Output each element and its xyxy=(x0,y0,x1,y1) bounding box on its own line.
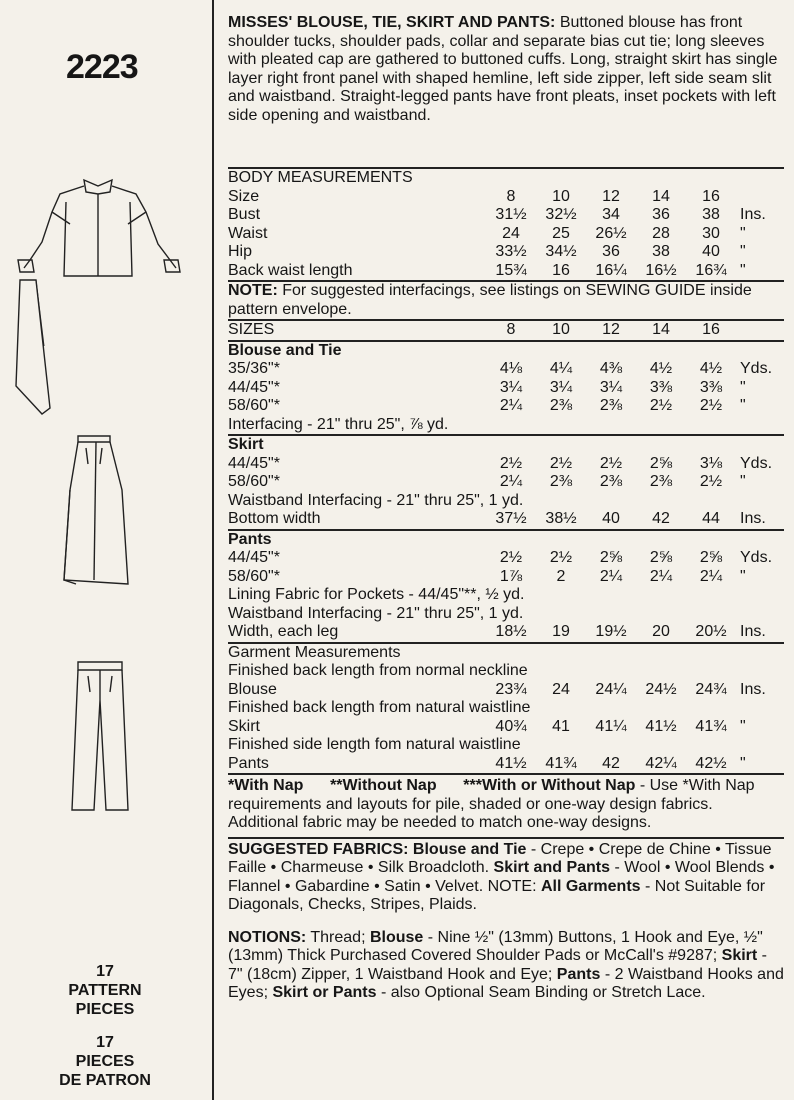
size-value: 16 xyxy=(702,187,720,205)
unit xyxy=(736,188,784,207)
row-label: SIZES xyxy=(228,321,275,338)
size-value: 32½ xyxy=(545,206,577,223)
measurement-row xyxy=(228,243,784,262)
notions-pants-label: Pants xyxy=(556,965,601,983)
size-value: 3⅜ xyxy=(649,378,673,396)
row-label: 44/45"* xyxy=(228,454,280,472)
yardage-row xyxy=(228,473,784,492)
garment-measurements xyxy=(228,644,784,774)
row-label: Skirt xyxy=(228,717,260,735)
size-value: 2½ xyxy=(699,397,723,414)
size-value: 2½ xyxy=(499,549,523,566)
sizes-row xyxy=(228,321,784,340)
nap-without: **Without Nap xyxy=(330,777,437,794)
notions-blouse-label: Blouse xyxy=(369,928,424,946)
size-value: 23¾ xyxy=(495,680,527,698)
size-value: 2⅜ xyxy=(599,473,623,490)
notions-text: - also Optional Seam Binding or Stretch Lace. xyxy=(376,984,706,1001)
size-value: 15¾ xyxy=(495,261,527,279)
pieces-word: DE PATRON xyxy=(59,1072,151,1089)
blouse-sketch xyxy=(12,172,182,282)
size-value: 34 xyxy=(602,206,620,223)
suggested-fabrics xyxy=(228,841,784,915)
size-value: 2⅝ xyxy=(599,549,623,566)
skirt-yardage xyxy=(228,436,784,529)
size-value: 37½ xyxy=(495,510,527,527)
pattern-number: 2223 xyxy=(66,48,138,86)
size-value: 8 xyxy=(506,321,516,338)
unit: Ins. xyxy=(740,510,766,527)
size-value: 24½ xyxy=(645,680,677,698)
unit: " xyxy=(740,473,746,490)
row-label: Waist xyxy=(228,224,268,242)
size-value: 2½ xyxy=(649,397,673,414)
row-label: Bust xyxy=(228,206,261,223)
caption: Finished side length fom natural waistline xyxy=(228,736,521,753)
size-value: 24 xyxy=(502,224,520,242)
size-value: 10 xyxy=(552,187,570,205)
description-heading: MISSES' BLOUSE, TIE, SKIRT AND PANTS: xyxy=(228,14,556,31)
size-value: 2½ xyxy=(599,454,623,472)
yardage-row xyxy=(228,455,784,474)
tie-sketch xyxy=(12,276,54,416)
notions-skirt-label: Skirt xyxy=(721,947,758,964)
size-value: 2½ xyxy=(549,454,573,472)
size-value: 14 xyxy=(652,187,670,205)
measurement-row xyxy=(228,206,784,225)
note-text: For suggested interfacings, see listings on SEWING GUIDE inside pattern envelope. xyxy=(228,282,752,318)
fabrics-skirt-label: Skirt and Pants xyxy=(493,859,611,876)
unit: " xyxy=(740,754,746,772)
size-value: 4⅜ xyxy=(599,360,623,377)
caption: Finished back length from normal neckline xyxy=(228,662,528,679)
size-value: 24 xyxy=(552,680,570,698)
fabrics-all-label: All Garments xyxy=(540,877,641,895)
unit: Ins. xyxy=(740,680,766,698)
left-panel xyxy=(0,0,212,1100)
interfacing-line: Waistband Interfacing - 21" thru 25", 1 yd. xyxy=(228,491,524,509)
body-measurements-table xyxy=(228,169,784,280)
caption: Finished back length from natural waistline xyxy=(228,699,531,716)
pieces-count: 17 xyxy=(96,1034,114,1051)
size-value: 16¾ xyxy=(695,261,727,279)
unit: Yds. xyxy=(740,549,773,566)
unit: " xyxy=(740,717,746,735)
pants-yardage xyxy=(228,531,784,642)
size-value: 2¼ xyxy=(499,397,523,414)
size-value: 3¼ xyxy=(549,378,573,396)
unit: " xyxy=(740,567,746,585)
size-value: 41½ xyxy=(495,754,527,772)
size-value: 38 xyxy=(702,206,720,223)
size-value: 10 xyxy=(552,321,570,338)
size-value: 25 xyxy=(552,224,570,242)
divider xyxy=(212,0,214,1100)
description xyxy=(228,14,784,125)
notions-text: Thread; xyxy=(306,928,370,946)
measurement-row xyxy=(228,262,784,281)
size-value: 12 xyxy=(602,187,620,205)
lining-line: Lining Fabric for Pockets - 44/45"**, ½ yd. xyxy=(228,586,525,603)
size-value: 34½ xyxy=(545,243,577,260)
size-value: 24¼ xyxy=(595,680,627,698)
note xyxy=(228,282,784,319)
skirt-sketch xyxy=(56,430,132,590)
size-value: 41½ xyxy=(645,717,677,735)
section-title: Skirt xyxy=(228,436,264,453)
size-value: 4¼ xyxy=(549,360,573,377)
size-value: 4½ xyxy=(649,360,673,377)
pieces-word: PIECES xyxy=(75,1001,135,1018)
size-value: 1⅞ xyxy=(499,567,523,585)
interfacing-line: Interfacing - 21" thru 25", ⅞ yd. xyxy=(228,415,449,433)
size-value: 42 xyxy=(602,754,620,772)
bottom-width-row xyxy=(228,510,784,529)
row-label: Hip xyxy=(228,243,253,260)
size-value: 2⅜ xyxy=(549,397,573,414)
size-value: 28 xyxy=(652,224,670,242)
pieces-word: PIECES xyxy=(75,1053,135,1070)
garment-row xyxy=(228,718,784,737)
section-title: BODY MEASUREMENTS xyxy=(228,169,413,186)
size-value: 2⅜ xyxy=(649,473,673,490)
size-value: 40 xyxy=(602,510,620,527)
size-value: 2 xyxy=(556,567,566,585)
section-title: Pants xyxy=(228,530,272,548)
size-value: 18½ xyxy=(495,623,527,640)
row-label: 58/60"* xyxy=(228,397,280,414)
unit: " xyxy=(740,397,746,414)
size-value: 16 xyxy=(552,261,570,279)
size-value: 33½ xyxy=(495,243,527,260)
yardage-row xyxy=(228,397,784,416)
row-label: 44/45"* xyxy=(228,378,280,396)
notions-label: NOTIONS: xyxy=(228,928,307,946)
nap-note xyxy=(228,777,784,833)
size-value: 42½ xyxy=(695,754,727,772)
yardage-row xyxy=(228,568,784,587)
unit: " xyxy=(740,261,746,279)
row-label: Back waist length xyxy=(228,261,353,279)
section-title: Garment Measurements xyxy=(228,643,401,661)
yardage-row xyxy=(228,360,784,379)
size-value: 3⅛ xyxy=(699,454,723,472)
description-text: Buttoned blouse has front shoulder tucks, shoulder pads, collar and separate bias cut tie; long sleeves with pleated cap are gathered to buttoned cuffs. Long, straight skirt has single layer right front panel with shaped hemline, left side zipper, left side seam slit and waistband. Straight-legged pants have front pleats, inset pockets with left side opening and waistband. xyxy=(228,14,778,124)
pieces-word: PATTERN xyxy=(68,982,142,999)
size-value: 20½ xyxy=(695,623,727,640)
divider xyxy=(228,837,784,839)
size-value: 8 xyxy=(506,187,516,205)
size-value: 19 xyxy=(552,623,570,640)
notions xyxy=(228,929,784,1003)
unit: " xyxy=(740,224,746,242)
size-value: 16¼ xyxy=(595,261,627,279)
notions-text: - Nine ½" (13mm) Buttons, 1 Hook and Eye, ½" (13mm) Thick Purchased Covered Shoulder Pads or McCall's #9287; xyxy=(228,928,763,964)
size-value: 2½ xyxy=(699,473,723,490)
size-value: 24¾ xyxy=(695,680,727,698)
size-value: 36 xyxy=(602,243,620,260)
unit: " xyxy=(740,243,746,260)
unit: Ins. xyxy=(740,623,766,640)
pieces-de-patron-label xyxy=(10,1033,200,1090)
size-value: 3¼ xyxy=(499,378,523,396)
size-value: 41¾ xyxy=(695,717,727,735)
size-value: 38 xyxy=(652,243,670,260)
garment-row xyxy=(228,755,784,774)
size-value: 26½ xyxy=(595,224,627,242)
divider xyxy=(228,773,784,775)
size-value: 2⅜ xyxy=(599,397,623,414)
unit: Ins. xyxy=(740,206,766,223)
size-value: 2⅝ xyxy=(649,454,673,472)
fabrics-blouse-text: - Crepe • Crepe de Chine • Tissue Faille • Charmeuse • Silk Broadcloth. xyxy=(228,840,772,876)
row-label: 35/36"* xyxy=(228,360,280,377)
fabrics-label: SUGGESTED FABRICS: xyxy=(228,840,409,858)
measurement-row xyxy=(228,188,784,207)
size-value: 36 xyxy=(652,206,670,223)
row-label: 58/60"* xyxy=(228,567,280,585)
notions-text: - 2 Waistband Hooks and Eyes; xyxy=(228,965,784,1001)
info-panel xyxy=(228,14,784,1003)
size-value: 16 xyxy=(702,321,720,338)
nap-either: ***With or Without Nap xyxy=(463,777,636,794)
row-label: Width, each leg xyxy=(228,623,339,640)
size-value: 40¾ xyxy=(495,717,527,735)
unit xyxy=(736,321,784,340)
size-value: 42¼ xyxy=(645,754,677,772)
row-label: 58/60"* xyxy=(228,473,280,490)
pieces-count: 17 xyxy=(96,963,114,980)
size-value: 38½ xyxy=(545,510,577,527)
fabrics-skirt-text: - Wool • Wool Blends • Flannel • Gabardine • Satin • Velvet. NOTE: xyxy=(228,859,775,895)
size-value: 4½ xyxy=(699,360,723,377)
yardage-row xyxy=(228,379,784,398)
size-value: 2⅜ xyxy=(549,473,573,490)
size-value: 3¼ xyxy=(599,378,623,396)
size-value: 31½ xyxy=(495,206,527,223)
size-value: 41 xyxy=(552,717,570,735)
notions-skirt-pants-label: Skirt or Pants xyxy=(272,984,377,1001)
leg-width-row xyxy=(228,623,784,642)
size-value: 14 xyxy=(652,321,670,338)
size-value: 2⅝ xyxy=(699,549,723,566)
size-value: 12 xyxy=(602,321,620,338)
pattern-pieces-label xyxy=(10,962,200,1019)
row-label: Pants xyxy=(228,754,269,772)
size-value: 2¼ xyxy=(699,567,723,585)
interfacing-line: Waistband Interfacing - 21" thru 25", 1 yd. xyxy=(228,604,524,622)
row-label: Size xyxy=(228,187,260,205)
size-value: 4⅛ xyxy=(499,360,523,377)
size-value: 19½ xyxy=(595,623,627,640)
row-label: Blouse xyxy=(228,680,277,698)
size-value: 40 xyxy=(702,243,720,260)
yardage-row xyxy=(228,549,784,568)
unit: Yds. xyxy=(740,454,773,472)
notions-text: - 7" (18cm) Zipper, 1 Waistband Hook and Eye; xyxy=(228,947,768,983)
size-value: 3⅜ xyxy=(699,378,723,396)
row-label: 44/45"* xyxy=(228,549,280,566)
size-value: 2¼ xyxy=(649,567,673,585)
size-value: 41¾ xyxy=(545,754,577,772)
size-value: 2½ xyxy=(549,549,573,566)
size-value: 2½ xyxy=(499,454,523,472)
row-label: Bottom width xyxy=(228,510,321,527)
measurement-row xyxy=(228,225,784,244)
size-value: 16½ xyxy=(645,261,677,279)
fabrics-blouse-label: Blouse and Tie xyxy=(412,840,527,858)
section-title: Blouse and Tie xyxy=(228,341,342,359)
yardage-table xyxy=(228,321,784,340)
unit: " xyxy=(740,378,746,396)
nap-with: *With Nap xyxy=(228,777,304,794)
nap-text: - Use *With Nap requirements and layouts for pile, shaded or one-way design fabrics. Additional fabric may be needed to match one-way designs. xyxy=(228,777,755,831)
garment-row xyxy=(228,681,784,700)
size-value: 41¼ xyxy=(595,717,627,735)
size-value: 2¼ xyxy=(499,473,523,490)
note-label: NOTE: xyxy=(228,282,278,299)
size-value: 30 xyxy=(702,224,720,242)
unit: Yds. xyxy=(740,360,773,377)
pants-sketch xyxy=(64,656,140,816)
size-value: 2¼ xyxy=(599,567,623,585)
blouse-yardage xyxy=(228,342,784,435)
size-value: 20 xyxy=(652,623,670,640)
size-value: 42 xyxy=(652,510,670,527)
size-value: 2⅝ xyxy=(649,549,673,566)
size-value: 44 xyxy=(702,510,720,527)
fabrics-all-text: - Not Suitable for Diagonals, Checks, Stripes, Plaids. xyxy=(228,877,766,913)
